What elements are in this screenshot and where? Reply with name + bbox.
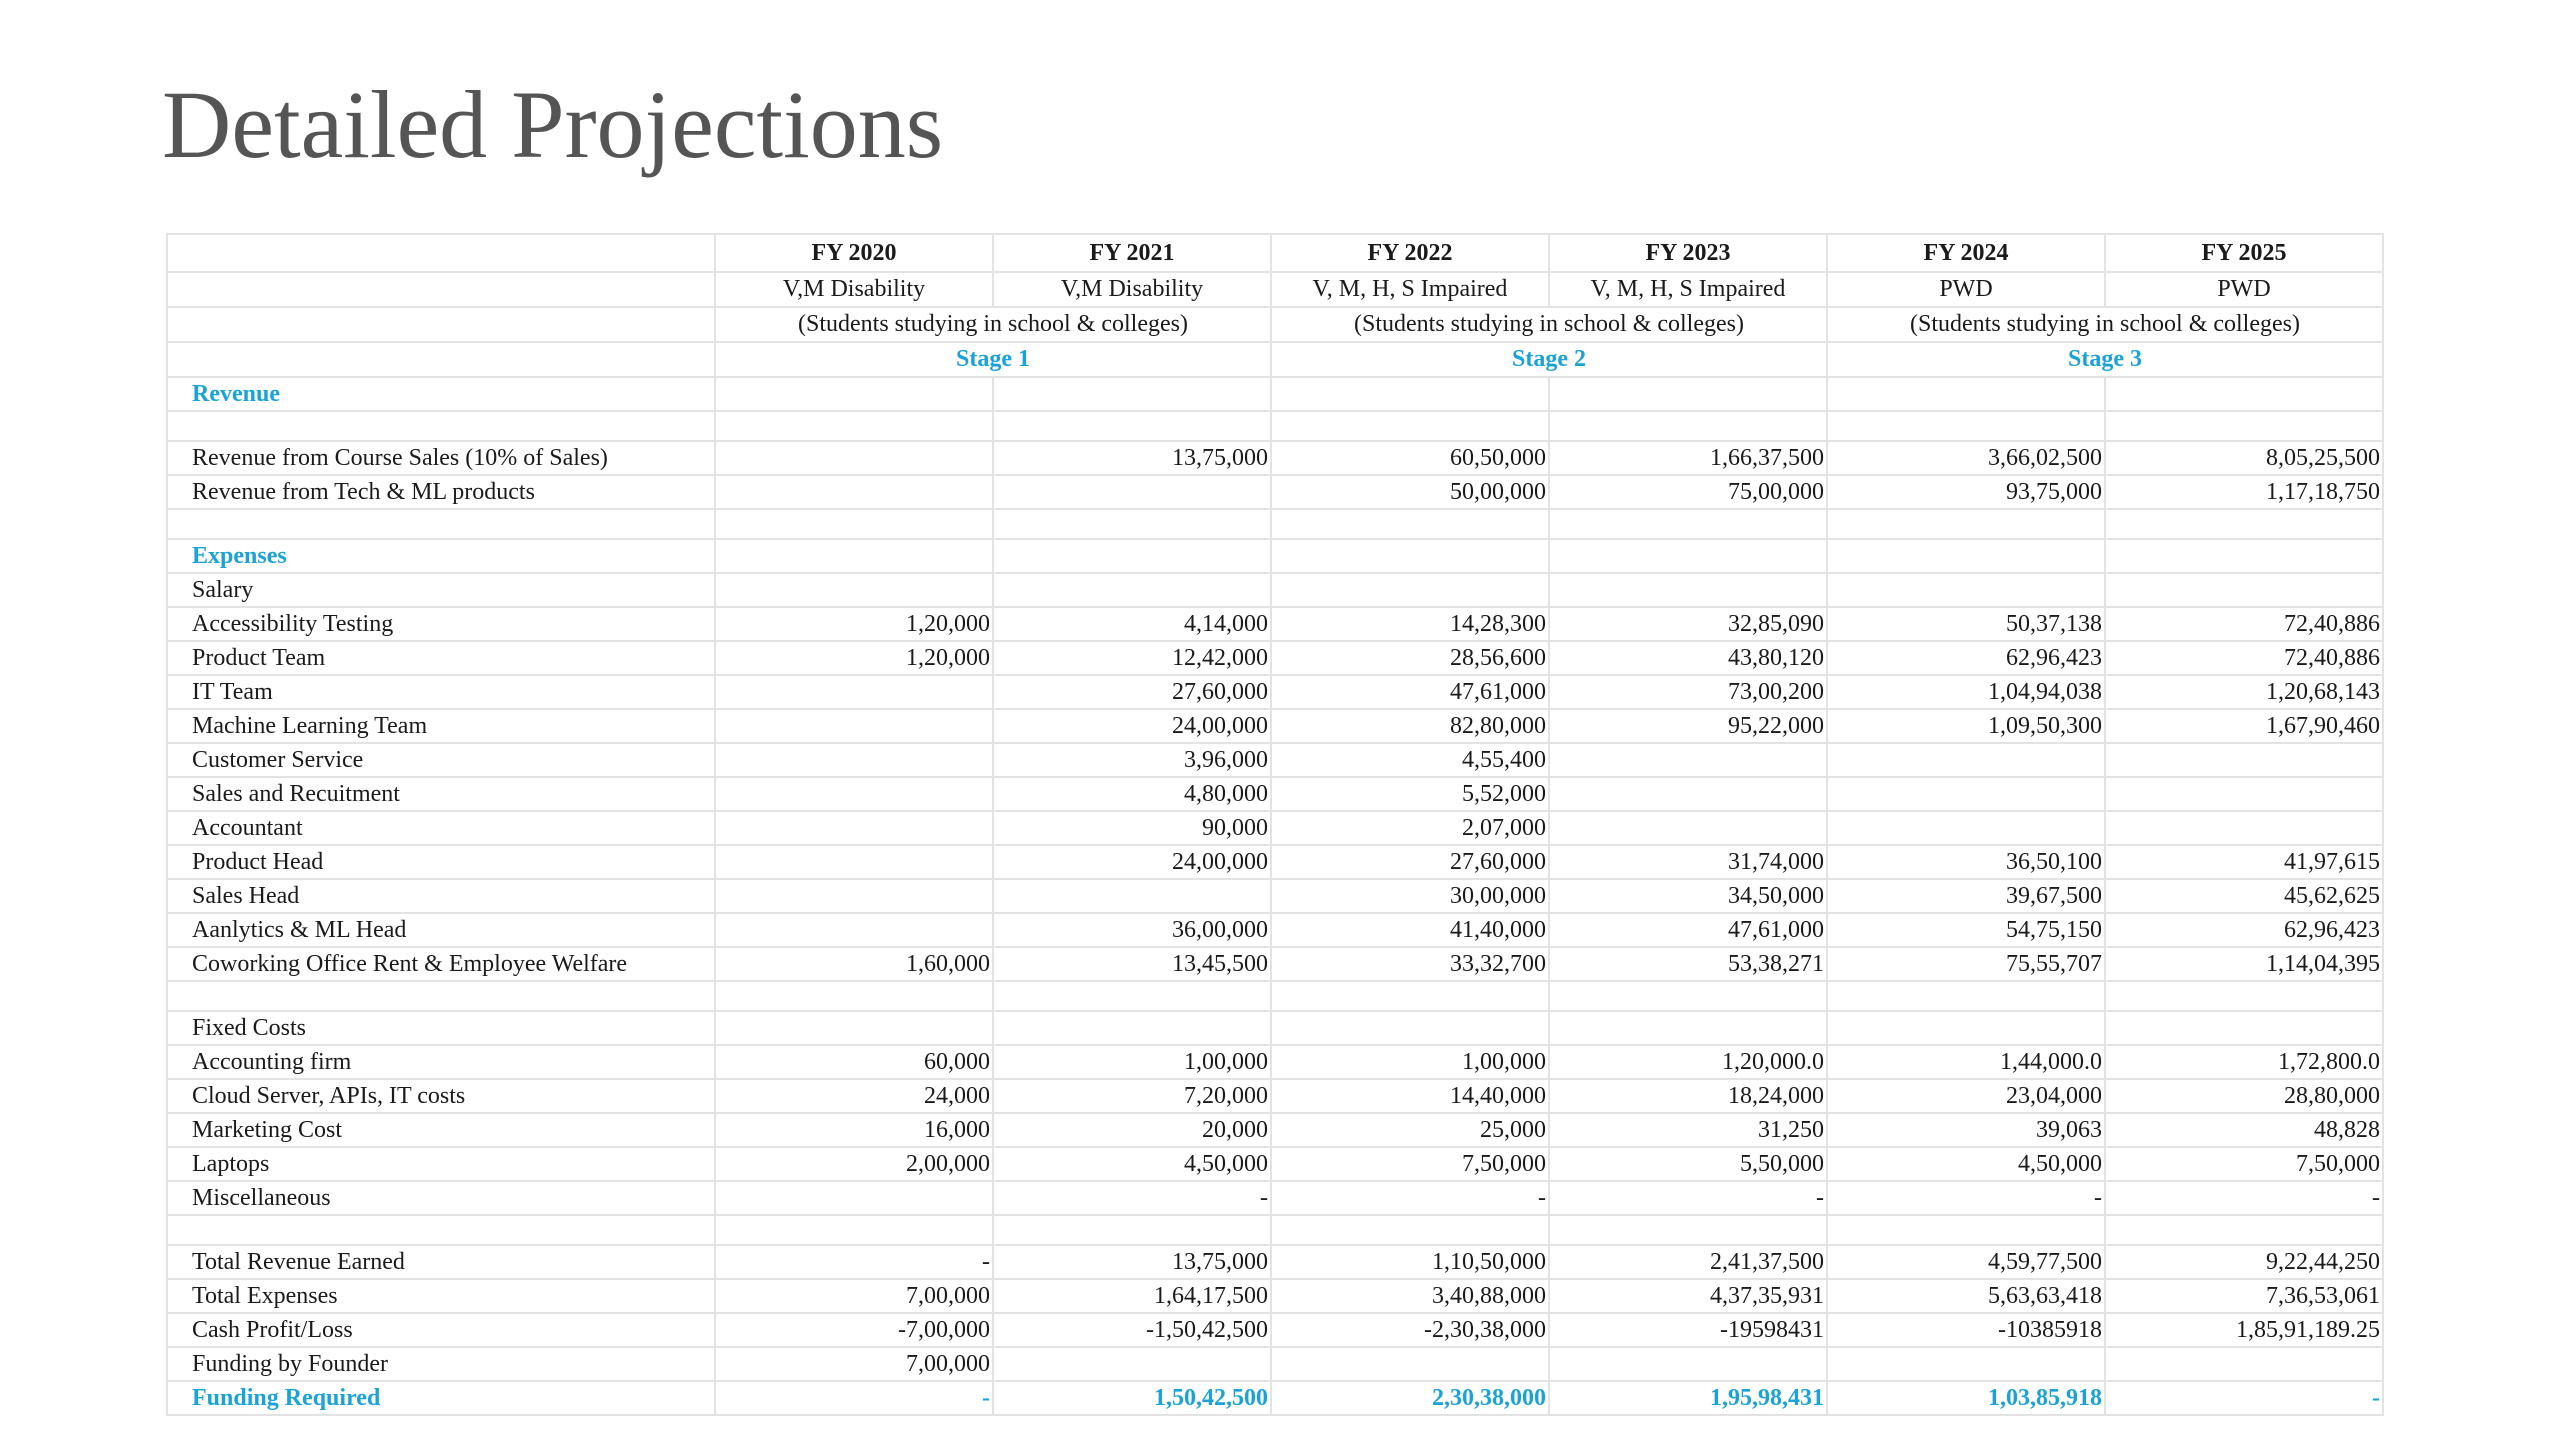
- value-cell: 7,00,000: [715, 1279, 993, 1313]
- value-cell: 72,40,886: [2105, 607, 2383, 641]
- value-cell: [715, 675, 993, 709]
- year-header: FY 2022: [1271, 234, 1549, 272]
- value-cell: [1271, 981, 1549, 1011]
- value-cell: 1,20,000: [715, 641, 993, 675]
- row-label: Machine Learning Team: [167, 709, 715, 743]
- value-cell: 93,75,000: [1827, 475, 2105, 509]
- value-cell: 1,04,94,038: [1827, 675, 2105, 709]
- value-cell: 47,61,000: [1271, 675, 1549, 709]
- value-cell: [1271, 1347, 1549, 1381]
- value-cell: 32,85,090: [1549, 607, 1827, 641]
- value-cell: 24,00,000: [993, 845, 1271, 879]
- value-cell: 62,96,423: [2105, 913, 2383, 947]
- value-cell: [1549, 411, 1827, 441]
- table-row: [167, 947, 2383, 981]
- value-cell: [1827, 539, 2105, 573]
- row-label: Laptops: [167, 1147, 715, 1181]
- value-cell: [1827, 811, 2105, 845]
- value-cell: 1,60,000: [715, 947, 993, 981]
- value-cell: [2105, 1215, 2383, 1245]
- row-label: Miscellaneous: [167, 1181, 715, 1215]
- stage-row: [167, 342, 2383, 377]
- value-cell: 1,72,800.0: [2105, 1045, 2383, 1079]
- value-cell: [993, 879, 1271, 913]
- value-cell: 4,80,000: [993, 777, 1271, 811]
- section-header-revenue: [167, 377, 2383, 411]
- value-cell: -: [2105, 1381, 2383, 1415]
- summary-row: [167, 1279, 2383, 1313]
- value-cell: 24,000: [715, 1079, 993, 1113]
- value-cell: [1549, 1215, 1827, 1245]
- row-label: Aanlytics & ML Head: [167, 913, 715, 947]
- value-cell: [1549, 743, 1827, 777]
- value-cell: 2,41,37,500: [1549, 1245, 1827, 1279]
- value-cell: [1271, 411, 1549, 441]
- value-cell: -: [1827, 1181, 2105, 1215]
- table-row: [167, 1113, 2383, 1147]
- value-cell: 8,05,25,500: [2105, 441, 2383, 475]
- value-cell: 43,80,120: [1549, 641, 1827, 675]
- value-cell: [1827, 411, 2105, 441]
- value-cell: 75,55,707: [1827, 947, 2105, 981]
- value-cell: 1,00,000: [993, 1045, 1271, 1079]
- subsection-title-fixed-costs: Fixed Costs: [167, 1011, 715, 1045]
- value-cell: 4,59,77,500: [1827, 1245, 2105, 1279]
- audience-cell: (Students studying in school & colleges): [1827, 307, 2383, 342]
- value-cell: 36,00,000: [993, 913, 1271, 947]
- value-cell: 18,24,000: [1549, 1079, 1827, 1113]
- value-cell: 24,00,000: [993, 709, 1271, 743]
- value-cell: 28,80,000: [2105, 1079, 2383, 1113]
- table-row: [167, 913, 2383, 947]
- value-cell: [715, 1215, 993, 1245]
- row-label: IT Team: [167, 675, 715, 709]
- spacer-row: [167, 981, 2383, 1011]
- value-cell: [1827, 777, 2105, 811]
- value-cell: [1827, 573, 2105, 607]
- value-cell: 30,00,000: [1271, 879, 1549, 913]
- value-cell: 28,56,600: [1271, 641, 1549, 675]
- value-cell: 45,62,625: [2105, 879, 2383, 913]
- segment-cell: V,M Disability: [715, 272, 993, 307]
- subsection-title-salary: Salary: [167, 573, 715, 607]
- stage-label-cell: [167, 342, 715, 377]
- row-label: Product Team: [167, 641, 715, 675]
- value-cell: 31,250: [1549, 1113, 1827, 1147]
- value-cell: [1271, 377, 1549, 411]
- value-cell: [715, 913, 993, 947]
- value-cell: [2105, 539, 2383, 573]
- table-row: [167, 675, 2383, 709]
- value-cell: 7,20,000: [993, 1079, 1271, 1113]
- audience-label-cell: [167, 307, 715, 342]
- value-cell: [1549, 777, 1827, 811]
- value-cell: 53,38,271: [1549, 947, 1827, 981]
- value-cell: [993, 1347, 1271, 1381]
- value-cell: [715, 743, 993, 777]
- value-cell: [993, 1011, 1271, 1045]
- value-cell: 82,80,000: [1271, 709, 1549, 743]
- value-cell: -: [715, 1245, 993, 1279]
- table-row: [167, 845, 2383, 879]
- table-row: [167, 441, 2383, 475]
- value-cell: 13,45,500: [993, 947, 1271, 981]
- value-cell: 95,22,000: [1549, 709, 1827, 743]
- value-cell: [715, 377, 993, 411]
- value-cell: [715, 475, 993, 509]
- spacer-row: [167, 1215, 2383, 1245]
- value-cell: [715, 573, 993, 607]
- table-row: [167, 1079, 2383, 1113]
- table-row: [167, 777, 2383, 811]
- value-cell: 23,04,000: [1827, 1079, 2105, 1113]
- spacer-cell: [167, 411, 715, 441]
- audience-row: [167, 307, 2383, 342]
- row-label: Product Head: [167, 845, 715, 879]
- audience-cell: (Students studying in school & colleges): [715, 307, 1271, 342]
- subsection-salary: [167, 573, 2383, 607]
- value-cell: [1827, 981, 2105, 1011]
- value-cell: [993, 573, 1271, 607]
- row-label: Cloud Server, APIs, IT costs: [167, 1079, 715, 1113]
- value-cell: 60,50,000: [1271, 441, 1549, 475]
- row-label: Customer Service: [167, 743, 715, 777]
- spacer-cell: [167, 981, 715, 1011]
- value-cell: [1827, 1347, 2105, 1381]
- row-label: Total Revenue Earned: [167, 1245, 715, 1279]
- row-label: Cash Profit/Loss: [167, 1313, 715, 1347]
- value-cell: [1549, 981, 1827, 1011]
- value-cell: 1,66,37,500: [1549, 441, 1827, 475]
- value-cell: -2,30,38,000: [1271, 1313, 1549, 1347]
- value-cell: [2105, 981, 2383, 1011]
- value-cell: 90,000: [993, 811, 1271, 845]
- section-header-expenses: [167, 539, 2383, 573]
- value-cell: [1549, 811, 1827, 845]
- summary-row: [167, 1245, 2383, 1279]
- value-cell: 54,75,150: [1827, 913, 2105, 947]
- value-cell: 1,03,85,918: [1827, 1381, 2105, 1415]
- stage-label: Stage 3: [1827, 342, 2383, 377]
- value-cell: 1,50,42,500: [993, 1381, 1271, 1415]
- table-row: [167, 879, 2383, 913]
- value-cell: 50,00,000: [1271, 475, 1549, 509]
- value-cell: 1,44,000.0: [1827, 1045, 2105, 1079]
- value-cell: 4,55,400: [1271, 743, 1549, 777]
- value-cell: 7,50,000: [1271, 1147, 1549, 1181]
- row-label: Marketing Cost: [167, 1113, 715, 1147]
- value-cell: [1827, 1011, 2105, 1045]
- table-row: [167, 1181, 2383, 1215]
- year-header-row: [167, 234, 2383, 272]
- value-cell: -: [1271, 1181, 1549, 1215]
- value-cell: -: [2105, 1181, 2383, 1215]
- value-cell: 41,97,615: [2105, 845, 2383, 879]
- value-cell: 3,66,02,500: [1827, 441, 2105, 475]
- value-cell: 60,000: [715, 1045, 993, 1079]
- value-cell: 27,60,000: [1271, 845, 1549, 879]
- value-cell: [1827, 743, 2105, 777]
- value-cell: 13,75,000: [993, 1245, 1271, 1279]
- value-cell: [715, 411, 993, 441]
- value-cell: 2,07,000: [1271, 811, 1549, 845]
- value-cell: [1271, 539, 1549, 573]
- value-cell: [1827, 377, 2105, 411]
- spacer-row: [167, 411, 2383, 441]
- value-cell: 72,40,886: [2105, 641, 2383, 675]
- value-cell: 1,64,17,500: [993, 1279, 1271, 1313]
- table-row: [167, 475, 2383, 509]
- value-cell: [2105, 777, 2383, 811]
- value-cell: [2105, 573, 2383, 607]
- value-cell: [993, 1215, 1271, 1245]
- segment-row: [167, 272, 2383, 307]
- value-cell: 14,28,300: [1271, 607, 1549, 641]
- value-cell: [2105, 377, 2383, 411]
- value-cell: [715, 709, 993, 743]
- year-header: FY 2020: [715, 234, 993, 272]
- value-cell: [715, 441, 993, 475]
- row-label: Coworking Office Rent & Employee Welfare: [167, 947, 715, 981]
- table-row: [167, 743, 2383, 777]
- value-cell: [1549, 573, 1827, 607]
- value-cell: 1,67,90,460: [2105, 709, 2383, 743]
- value-cell: 36,50,100: [1827, 845, 2105, 879]
- value-cell: [1271, 1011, 1549, 1045]
- value-cell: [2105, 811, 2383, 845]
- value-cell: 3,40,88,000: [1271, 1279, 1549, 1313]
- page-title: Detailed Projections: [162, 71, 944, 178]
- segment-cell: PWD: [2105, 272, 2383, 307]
- table-row: [167, 607, 2383, 641]
- value-cell: [1549, 1347, 1827, 1381]
- value-cell: [715, 539, 993, 573]
- value-cell: [993, 509, 1271, 539]
- value-cell: 1,10,50,000: [1271, 1245, 1549, 1279]
- value-cell: [1271, 509, 1549, 539]
- row-label: Revenue from Course Sales (10% of Sales): [167, 441, 715, 475]
- value-cell: [2105, 1011, 2383, 1045]
- value-cell: 4,50,000: [1827, 1147, 2105, 1181]
- value-cell: [715, 811, 993, 845]
- row-label: Funding by Founder: [167, 1347, 715, 1381]
- value-cell: 3,96,000: [993, 743, 1271, 777]
- value-cell: 39,67,500: [1827, 879, 2105, 913]
- value-cell: [715, 981, 993, 1011]
- value-cell: 1,00,000: [1271, 1045, 1549, 1079]
- value-cell: 1,20,000.0: [1549, 1045, 1827, 1079]
- value-cell: 7,36,53,061: [2105, 1279, 2383, 1313]
- value-cell: [1271, 1215, 1549, 1245]
- spacer-cell: [167, 509, 715, 539]
- value-cell: 34,50,000: [1549, 879, 1827, 913]
- value-cell: [993, 981, 1271, 1011]
- value-cell: 5,50,000: [1549, 1147, 1827, 1181]
- value-cell: [715, 845, 993, 879]
- value-cell: 73,00,200: [1549, 675, 1827, 709]
- value-cell: 62,96,423: [1827, 641, 2105, 675]
- segment-label-cell: [167, 272, 715, 307]
- value-cell: 25,000: [1271, 1113, 1549, 1147]
- value-cell: [1271, 573, 1549, 607]
- summary-row: [167, 1347, 2383, 1381]
- value-cell: 4,50,000: [993, 1147, 1271, 1181]
- value-cell: 50,37,138: [1827, 607, 2105, 641]
- row-label: Accountant: [167, 811, 715, 845]
- stage-label: Stage 1: [715, 342, 1271, 377]
- value-cell: [2105, 411, 2383, 441]
- value-cell: [993, 411, 1271, 441]
- value-cell: 2,30,38,000: [1271, 1381, 1549, 1415]
- table-row: [167, 641, 2383, 675]
- value-cell: 14,40,000: [1271, 1079, 1549, 1113]
- value-cell: [1827, 509, 2105, 539]
- value-cell: -: [715, 1381, 993, 1415]
- value-cell: -: [1549, 1181, 1827, 1215]
- segment-cell: V, M, H, S Impaired: [1271, 272, 1549, 307]
- value-cell: 1,95,98,431: [1549, 1381, 1827, 1415]
- row-label: Total Expenses: [167, 1279, 715, 1313]
- value-cell: 12,42,000: [993, 641, 1271, 675]
- row-label: Sales Head: [167, 879, 715, 913]
- value-cell: 20,000: [993, 1113, 1271, 1147]
- audience-cell: (Students studying in school & colleges): [1271, 307, 1827, 342]
- value-cell: [1549, 509, 1827, 539]
- value-cell: 33,32,700: [1271, 947, 1549, 981]
- projections-table: [166, 233, 2384, 1416]
- value-cell: [1549, 377, 1827, 411]
- value-cell: [1549, 539, 1827, 573]
- summary-row: [167, 1313, 2383, 1347]
- value-cell: [993, 539, 1271, 573]
- row-label: Sales and Recuitment: [167, 777, 715, 811]
- value-cell: 41,40,000: [1271, 913, 1549, 947]
- subsection-fixed-costs: [167, 1011, 2383, 1045]
- value-cell: -19598431: [1549, 1313, 1827, 1347]
- value-cell: 7,50,000: [2105, 1147, 2383, 1181]
- value-cell: [993, 475, 1271, 509]
- value-cell: -: [993, 1181, 1271, 1215]
- value-cell: -10385918: [1827, 1313, 2105, 1347]
- year-header: FY 2023: [1549, 234, 1827, 272]
- value-cell: [2105, 509, 2383, 539]
- stage-label: Stage 2: [1271, 342, 1827, 377]
- value-cell: 1,17,18,750: [2105, 475, 2383, 509]
- value-cell: [715, 879, 993, 913]
- year-header: FY 2021: [993, 234, 1271, 272]
- value-cell: 2,00,000: [715, 1147, 993, 1181]
- table-row: [167, 709, 2383, 743]
- value-cell: [715, 509, 993, 539]
- value-cell: 39,063: [1827, 1113, 2105, 1147]
- year-header: FY 2024: [1827, 234, 2105, 272]
- section-title-revenue: Revenue: [167, 377, 715, 411]
- segment-cell: V, M, H, S Impaired: [1549, 272, 1827, 307]
- table-row: [167, 1147, 2383, 1181]
- row-label: Accounting firm: [167, 1045, 715, 1079]
- value-cell: 4,37,35,931: [1549, 1279, 1827, 1313]
- year-header: FY 2025: [2105, 234, 2383, 272]
- value-cell: 48,828: [2105, 1113, 2383, 1147]
- segment-cell: V,M Disability: [993, 272, 1271, 307]
- value-cell: 75,00,000: [1549, 475, 1827, 509]
- table-row: [167, 1045, 2383, 1079]
- value-cell: 31,74,000: [1549, 845, 1827, 879]
- value-cell: [2105, 1347, 2383, 1381]
- value-cell: -7,00,000: [715, 1313, 993, 1347]
- value-cell: [1827, 1215, 2105, 1245]
- value-cell: 1,20,68,143: [2105, 675, 2383, 709]
- value-cell: 1,14,04,395: [2105, 947, 2383, 981]
- funding-required-label: Funding Required: [167, 1381, 715, 1415]
- section-title-expenses: Expenses: [167, 539, 715, 573]
- value-cell: 1,09,50,300: [1827, 709, 2105, 743]
- value-cell: 4,14,000: [993, 607, 1271, 641]
- value-cell: 16,000: [715, 1113, 993, 1147]
- value-cell: 7,00,000: [715, 1347, 993, 1381]
- value-cell: [715, 777, 993, 811]
- value-cell: [993, 377, 1271, 411]
- value-cell: 1,85,91,189.25: [2105, 1313, 2383, 1347]
- spacer-cell: [167, 1215, 715, 1245]
- row-label: Revenue from Tech & ML products: [167, 475, 715, 509]
- funding-required-row: [167, 1381, 2383, 1415]
- value-cell: 27,60,000: [993, 675, 1271, 709]
- value-cell: 5,52,000: [1271, 777, 1549, 811]
- value-cell: 9,22,44,250: [2105, 1245, 2383, 1279]
- value-cell: 1,20,000: [715, 607, 993, 641]
- value-cell: 5,63,63,418: [1827, 1279, 2105, 1313]
- value-cell: 13,75,000: [993, 441, 1271, 475]
- value-cell: [1549, 1011, 1827, 1045]
- header-label-cell: [167, 234, 715, 272]
- value-cell: 47,61,000: [1549, 913, 1827, 947]
- row-label: Accessibility Testing: [167, 607, 715, 641]
- segment-cell: PWD: [1827, 272, 2105, 307]
- value-cell: [715, 1011, 993, 1045]
- spacer-row: [167, 509, 2383, 539]
- projections-table-container: [166, 233, 2384, 1416]
- value-cell: [2105, 743, 2383, 777]
- table-row: [167, 811, 2383, 845]
- value-cell: -1,50,42,500: [993, 1313, 1271, 1347]
- value-cell: [715, 1181, 993, 1215]
